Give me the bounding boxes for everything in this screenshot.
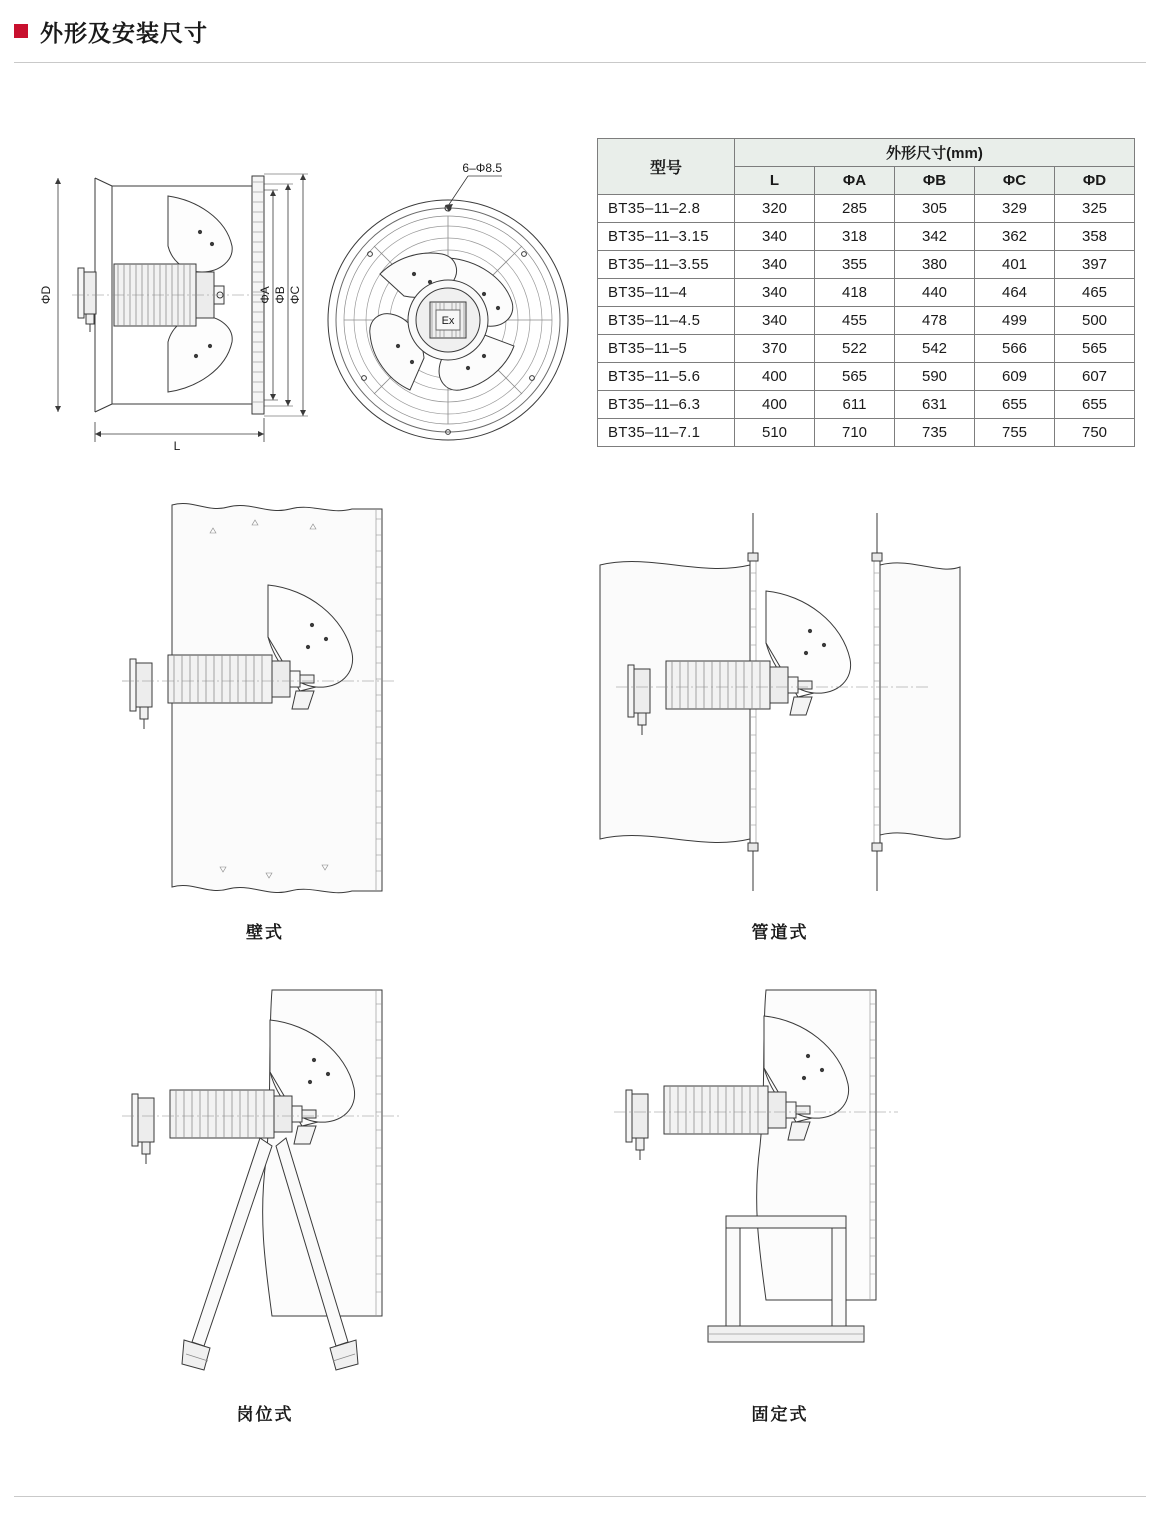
cell-C: 566: [975, 335, 1055, 363]
spec-table-container: [597, 138, 1135, 447]
cell-L: 510: [735, 419, 815, 447]
cell-A: 318: [815, 223, 895, 251]
cell-C: 329: [975, 195, 1055, 223]
caption-duct-mount: 管道式: [751, 923, 809, 942]
table-row: [598, 251, 1135, 279]
table-row: [598, 279, 1135, 307]
cell-model: BT35–11–5.6: [598, 363, 735, 391]
cell-A: 522: [815, 335, 895, 363]
cell-model: BT35–11–5: [598, 335, 735, 363]
cell-C: 464: [975, 279, 1055, 307]
ex-mark-label: Ex: [441, 315, 455, 327]
th-model: 型号: [598, 139, 735, 195]
installation-wall-drawing: [100, 495, 430, 905]
cell-B: 590: [895, 363, 975, 391]
dim-label-D: ΦD: [39, 285, 53, 305]
dim-label-A: ΦA: [258, 286, 272, 304]
cell-C: 401: [975, 251, 1055, 279]
cell-A: 710: [815, 419, 895, 447]
cell-B: 735: [895, 419, 975, 447]
cell-model: BT35–11–4.5: [598, 307, 735, 335]
bolt-spec-label: 6–Φ8.5: [462, 161, 502, 175]
cell-D: 397: [1055, 251, 1135, 279]
installation-fixed-drawing: [580, 970, 980, 1390]
cell-D: 655: [1055, 391, 1135, 419]
cell-L: 370: [735, 335, 815, 363]
cell-C: 655: [975, 391, 1055, 419]
table-row: [598, 391, 1135, 419]
dim-label-C: ΦC: [288, 285, 302, 305]
cell-model: BT35–11–7.1: [598, 419, 735, 447]
page-title: 外形及安装尺寸: [40, 19, 208, 46]
header-marker-icon: [14, 24, 28, 38]
cell-model: BT35–11–2.8: [598, 195, 735, 223]
cell-A: 611: [815, 391, 895, 419]
dimensions-table: [597, 138, 1135, 447]
cell-A: 418: [815, 279, 895, 307]
cell-B: 342: [895, 223, 975, 251]
cell-model: BT35–11–3.15: [598, 223, 735, 251]
table-row: [598, 307, 1135, 335]
cell-D: 500: [1055, 307, 1135, 335]
cell-D: 358: [1055, 223, 1135, 251]
cell-B: 440: [895, 279, 975, 307]
table-header-row-1: [598, 139, 1135, 167]
cell-D: 750: [1055, 419, 1135, 447]
cell-A: 355: [815, 251, 895, 279]
cell-D: 325: [1055, 195, 1135, 223]
th-D: ΦD: [1055, 167, 1135, 195]
table-row: [598, 363, 1135, 391]
cell-L: 340: [735, 251, 815, 279]
footer-divider: [14, 1496, 1146, 1497]
th-dimensions: 外形尺寸(mm): [735, 139, 1135, 167]
cell-A: 455: [815, 307, 895, 335]
cell-B: 380: [895, 251, 975, 279]
caption-post-mount: 岗位式: [236, 1405, 294, 1424]
cell-L: 320: [735, 195, 815, 223]
th-L: L: [735, 167, 815, 195]
installation-duct-drawing: [580, 495, 980, 905]
table-body: [598, 195, 1135, 447]
installation-post-drawing: [100, 970, 430, 1390]
cell-B: 305: [895, 195, 975, 223]
cell-model: BT35–11–4: [598, 279, 735, 307]
cell-B: 542: [895, 335, 975, 363]
table-row: [598, 223, 1135, 251]
cell-B: 631: [895, 391, 975, 419]
cell-C: 362: [975, 223, 1055, 251]
dim-label-L: L: [173, 439, 181, 453]
th-A: ΦA: [815, 167, 895, 195]
cell-C: 499: [975, 307, 1055, 335]
cell-C: 609: [975, 363, 1055, 391]
dim-label-B: ΦB: [273, 286, 287, 304]
cell-D: 565: [1055, 335, 1135, 363]
cell-D: 465: [1055, 279, 1135, 307]
front-view-drawing: [318, 150, 578, 450]
table-row: [598, 195, 1135, 223]
table-head: [598, 139, 1135, 195]
cell-model: BT35–11–6.3: [598, 391, 735, 419]
cell-model: BT35–11–3.55: [598, 251, 735, 279]
caption-fixed-mount: 固定式: [751, 1405, 809, 1424]
cell-L: 340: [735, 279, 815, 307]
cell-D: 607: [1055, 363, 1135, 391]
page-header: [0, 0, 1160, 62]
cell-L: 400: [735, 391, 815, 419]
cell-C: 755: [975, 419, 1055, 447]
cell-A: 285: [815, 195, 895, 223]
cell-B: 478: [895, 307, 975, 335]
cell-L: 400: [735, 363, 815, 391]
th-C: ΦC: [975, 167, 1055, 195]
header-divider: [14, 62, 1146, 63]
th-B: ΦB: [895, 167, 975, 195]
caption-wall-mount: 壁式: [246, 923, 284, 942]
cell-L: 340: [735, 223, 815, 251]
cell-A: 565: [815, 363, 895, 391]
table-row: [598, 419, 1135, 447]
side-view-drawing: [20, 160, 320, 460]
table-row: [598, 335, 1135, 363]
cell-L: 340: [735, 307, 815, 335]
